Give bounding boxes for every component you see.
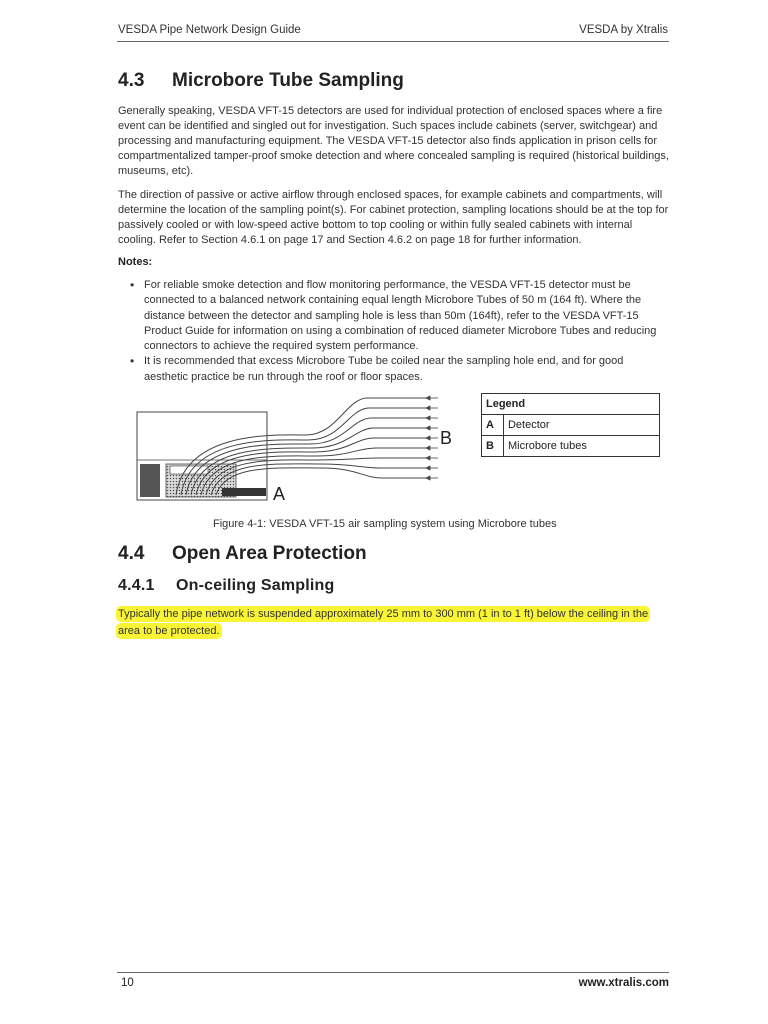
detector-unit	[137, 412, 267, 500]
legend-row	[482, 415, 660, 436]
header-guide-title: VESDA Pipe Network Design Guide	[118, 24, 301, 36]
section-4-3-title: Microbore Tube Sampling	[172, 70, 404, 91]
highlighted-text: Typically the pipe network is suspended approximately 25 mm to 300 mm (1 in to 1 ft) below the ceiling in the area to be protected.	[118, 608, 649, 637]
legend-title: Legend	[482, 394, 660, 415]
legend-value: Microbore tubes	[503, 436, 659, 457]
legend-key: A	[482, 415, 504, 436]
notes-list	[118, 278, 670, 385]
section-4-4-title: Open Area Protection	[172, 543, 367, 564]
section-4-4-1-heading	[118, 577, 334, 595]
footer-website-link[interactable]: www.xtralis.com	[578, 977, 669, 989]
on-ceiling-paragraph	[118, 606, 670, 640]
page-header	[117, 23, 669, 42]
section-4-3-paragraph-1: Generally speaking, VESDA VFT-15 detectors are used for individual protection of enclosed spaces where a fire event can be identified and singled out for investigation. Such spaces include cabinets (server, switchgear) and processing and manufacturing equipment. The VESDA VFT-15 detector also finds application in prison cells for compartmentalized tamper-proof smoke detection and where concealed sampling is required (historical buildings, museums, etc).	[118, 105, 669, 177]
label-b: B	[440, 428, 453, 448]
label-a: A	[273, 484, 286, 504]
legend-value: Detector	[503, 415, 659, 436]
section-4-4-number: 4.4	[118, 543, 145, 564]
section-4-3-paragraph-2: The direction of passive or active airflow through enclosed spaces, for example cabinets and compartments, will determine the location of the sampling point(s). For cabinet protection, sampling locations should be at the top for passively cooled or with low-speed active bottom to top cooling or within fully sealed cabinets with internal cooling. Refer to Section 4.6.1 on page 17 and Section 4.6.2 on page 18 for further information.	[118, 189, 669, 246]
figure-caption: Figure 4-1: VESDA VFT-15 air sampling system using Microbore tubes	[213, 518, 557, 530]
vft15-diagram	[136, 390, 466, 510]
legend-row	[482, 436, 660, 457]
header-brand: VESDA by Xtralis	[579, 24, 668, 36]
note-item-2: • It is recommended that excess Microbore Tube be coiled near the sampling hole end, and for good aesthetic practice be run through the roof or floor spaces.	[118, 354, 670, 385]
section-4-3-number: 4.3	[118, 70, 145, 91]
section-4-4-heading	[118, 543, 367, 565]
section-4-4-1-number: 4.4.1	[118, 577, 155, 594]
page-number: 10	[121, 977, 134, 989]
section-4-3-heading	[118, 70, 404, 92]
notes-label: Notes:	[118, 256, 153, 268]
page-footer	[117, 972, 669, 993]
legend-table	[481, 393, 660, 457]
airflow-arrows	[426, 396, 438, 480]
section-4-4-1-title: On-ceiling Sampling	[176, 577, 335, 594]
legend-key: B	[482, 436, 504, 457]
note-item-1: • For reliable smoke detection and flow monitoring performance, the VESDA VFT-15 detector must be connected to a balanced network containing equal length Microbore Tubes of 50 m (164 ft). Where the distance between the detector and sampling hole is less than 50m (164ft), refer to the VESDA VFT-15 Product Guide for information on using a combination of reduced diameter Microbore Tubes and reducing connectors to achieve the required system performance.	[118, 278, 670, 354]
